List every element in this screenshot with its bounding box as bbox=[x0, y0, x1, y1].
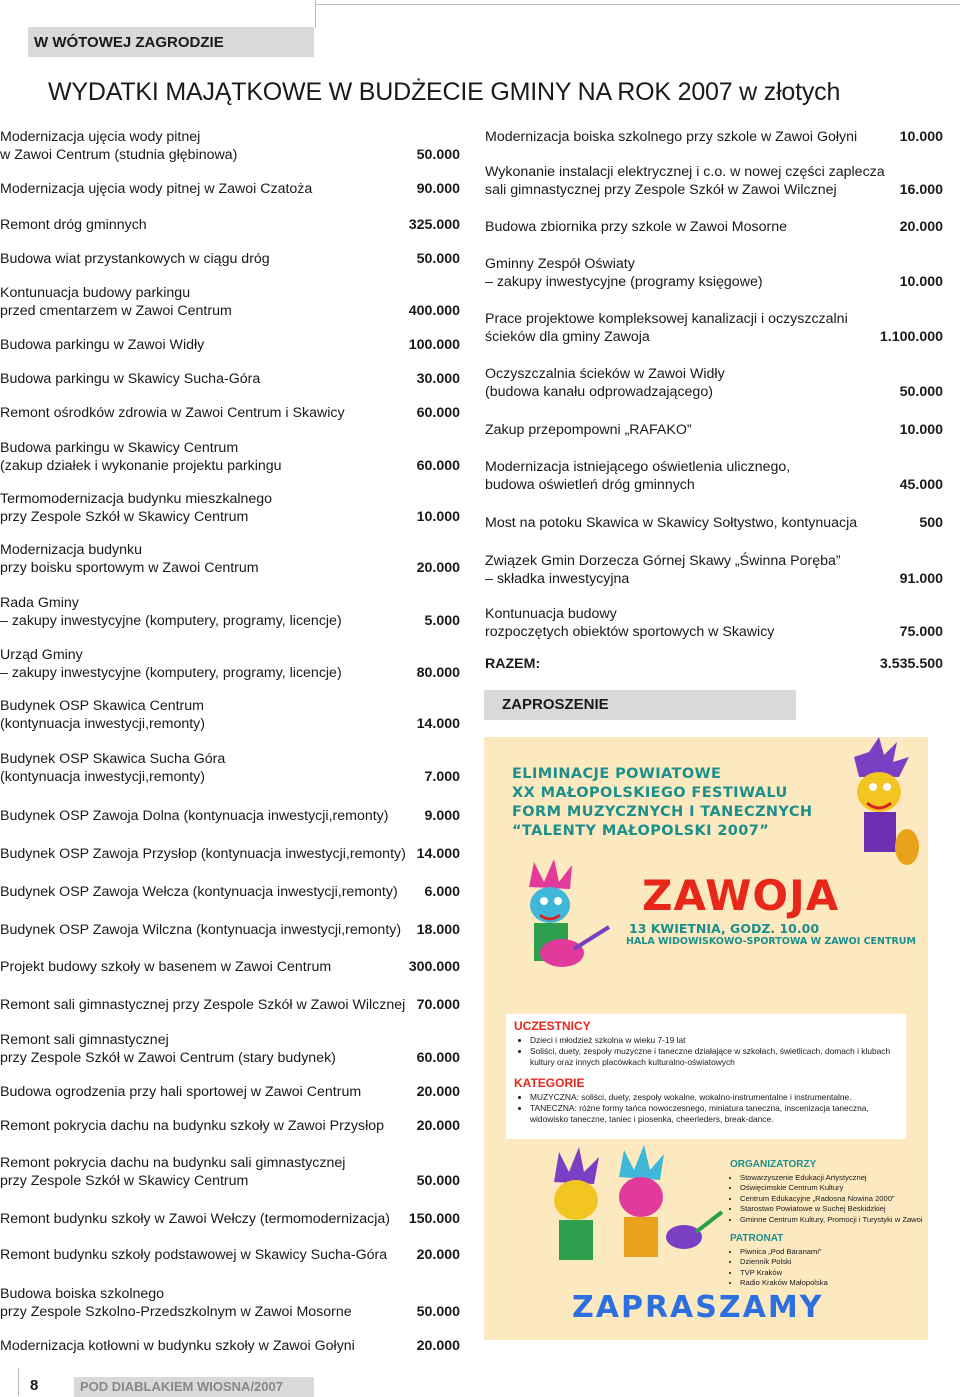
expense-label: Związek Gmin Dorzecza Górnej Skawy „Świnna Poręba” bbox=[485, 553, 841, 569]
expense-item bbox=[0, 336, 460, 354]
expense-label: Modernizacja ujęcia wody pitnej w Zawoi Czatoża bbox=[0, 181, 313, 197]
poster-town: ZAWOJA bbox=[642, 871, 840, 920]
organizers-list bbox=[730, 1173, 923, 1225]
expense-label: Budynek OSP Zawoja Przysłop (kontynuacja inwestycji,remonty) bbox=[0, 846, 406, 862]
expense-label: przy Zespole Szkół w Skawicy Centrum bbox=[0, 1173, 249, 1189]
expense-label: rozpoczętych obiektów sportowych w Skawicy bbox=[485, 624, 775, 640]
expense-label: (budowa kanału odprowadzającego) bbox=[485, 384, 713, 400]
expense-value: 50.000 bbox=[416, 251, 460, 267]
invite-heading: ZAPROSZENIE bbox=[484, 690, 796, 720]
expense-label: Urząd Gminy bbox=[0, 647, 83, 663]
expense-value: 80.000 bbox=[416, 665, 460, 681]
expense-label: Kontunuacja budowy bbox=[485, 606, 617, 622]
expense-label: Projekt budowy szkoły w basenem w Zawoi Centrum bbox=[0, 959, 332, 975]
expense-item bbox=[0, 958, 460, 976]
expense-label: przy boisku sportowym w Zawoi Centrum bbox=[0, 560, 259, 576]
expense-value: 60.000 bbox=[416, 1050, 460, 1066]
expense-label: Most na potoku Skawica w Skawicy Sołtystwo, kontynuacja bbox=[485, 515, 858, 531]
expense-label: Modernizacja boiska szkolnego przy szkole w Zawoi Gołyni bbox=[485, 129, 858, 145]
expense-value: 14.000 bbox=[416, 716, 460, 732]
expense-label: ścieków dla gminy Zawoja bbox=[485, 329, 650, 345]
festival-poster bbox=[484, 737, 928, 1340]
participants-list bbox=[518, 1035, 906, 1068]
expense-value: 45.000 bbox=[899, 477, 943, 493]
expense-label: w Zawoi Centrum (studnia głębinowa) bbox=[0, 147, 238, 163]
expense-value: 16.000 bbox=[899, 182, 943, 198]
expense-item bbox=[0, 750, 460, 786]
expense-label: Budowa ogrodzenia przy hali sportowej w Zawoi Centrum bbox=[0, 1084, 362, 1100]
poster-title-line: FORM MUZYCZNYCH I TANECZNYCH bbox=[512, 804, 813, 820]
expense-label: Budowa parkingu w Skawicy Centrum bbox=[0, 440, 239, 456]
expense-label: (zakup działek i wykonanie projektu parkingu bbox=[0, 458, 282, 474]
expense-item bbox=[0, 807, 460, 825]
expense-value: 60.000 bbox=[416, 405, 460, 421]
list-item: • Gminne Centrum Kultury, Promocji i Turystyki w Zawoi bbox=[740, 1215, 923, 1225]
expense-label: (kontynuacja inwestycji,remonty) bbox=[0, 769, 206, 785]
top-rule-vertical bbox=[315, 0, 316, 28]
expense-label: Remont budynku szkoły w Zawoi Wełczy (termomodernizacja) bbox=[0, 1211, 391, 1227]
expense-label: Budynek OSP Zawoja Wełcza (kontynuacja inwestycji,remonty) bbox=[0, 884, 398, 900]
list-item: • Starostwo Powiatowe w Suchej Beskidzkiej bbox=[740, 1204, 923, 1214]
expense-item bbox=[0, 128, 460, 164]
expense-label: Budynek OSP Skawica Sucha Góra bbox=[0, 751, 226, 767]
expense-value: 70.000 bbox=[416, 997, 460, 1013]
expense-item bbox=[485, 218, 943, 236]
patrons-title: PATRONAT bbox=[730, 1233, 784, 1244]
expense-item bbox=[485, 421, 943, 439]
expense-label: Kontunuacja budowy parkingu bbox=[0, 285, 191, 301]
expense-item bbox=[485, 128, 943, 146]
expense-item bbox=[0, 646, 460, 682]
list-item: • TANECZNA: różne formy tańca nowoczesnego, miniatura taneczna, inscenizacja taneczna, widowisko taneczne, taniec i piosenka, cheerleders, break-dance. bbox=[530, 1103, 906, 1125]
expense-value: 20.000 bbox=[416, 1338, 460, 1354]
list-item: • Centrum Edukacyjne „Radosna Nowina 2000” bbox=[740, 1194, 923, 1204]
expense-value: 20.000 bbox=[416, 1247, 460, 1263]
list-item: • Dzieci i młodzież szkolna w wieku 7-19 lat bbox=[530, 1035, 906, 1046]
expense-label: Budowa zbiornika przy szkole w Zawoi Mosorne bbox=[485, 219, 788, 235]
expense-item bbox=[485, 605, 943, 641]
expense-value: 100.000 bbox=[408, 337, 460, 353]
expense-label: Budynek OSP Skawica Centrum bbox=[0, 698, 204, 714]
total-value: 3.535.500 bbox=[879, 656, 943, 672]
expense-label: Remont sali gimnastycznej bbox=[0, 1032, 169, 1048]
expense-value: 10.000 bbox=[899, 274, 943, 290]
expense-label: sali gimnastycznej przy Zespole Szkół w Zawoi Wilcznej bbox=[485, 182, 837, 198]
expense-value: 50.000 bbox=[416, 1304, 460, 1320]
expense-label: przed cmentarzem w Zawoi Centrum bbox=[0, 303, 232, 319]
musician-figure-icon bbox=[829, 737, 928, 877]
expense-item bbox=[0, 404, 460, 422]
guitarist-figure-icon bbox=[504, 857, 614, 997]
expense-label: Budowa wiat przystankowych w ciągu dróg bbox=[0, 251, 270, 267]
expense-item bbox=[485, 255, 943, 291]
expense-label: – zakupy inwestycyjne (komputery, programy, licencje) bbox=[0, 613, 342, 629]
expense-item bbox=[0, 250, 460, 268]
expense-value: 400.000 bbox=[408, 303, 460, 319]
poster-date: 13 KWIETNIA, GODZ. 10.00 bbox=[629, 921, 820, 936]
list-item: • Dziennik Polski bbox=[740, 1257, 828, 1267]
expense-item bbox=[0, 541, 460, 577]
expense-item bbox=[0, 594, 460, 630]
poster-place: HALA WIDOWISKOWO-SPORTOWA W ZAWOI CENTRUM bbox=[626, 936, 916, 947]
organizers-title: ORGANIZATORZY bbox=[730, 1159, 817, 1170]
expense-item bbox=[485, 310, 943, 346]
expense-label: Modernizacja istniejącego oświetlenia ulicznego, bbox=[485, 459, 791, 475]
poster-title-line: ELIMINACJE POWIATOWE bbox=[512, 766, 722, 782]
section-label: W WÓTOWEJ ZAGRODZIE bbox=[28, 27, 314, 57]
expense-label: Termomodernizacja budynku mieszkalnego bbox=[0, 491, 273, 507]
expense-item bbox=[0, 1154, 460, 1190]
expense-value: 50.000 bbox=[416, 1173, 460, 1189]
expense-label: Budowa parkingu w Skawicy Sucha-Góra bbox=[0, 371, 261, 387]
expense-item bbox=[0, 1337, 460, 1355]
expense-value: 6.000 bbox=[424, 884, 460, 900]
expense-label: przy Zespole Szkół w Skawicy Centrum bbox=[0, 509, 249, 525]
expense-value: 10.000 bbox=[416, 509, 460, 525]
total-label: RAZEM: bbox=[485, 656, 541, 672]
expense-value: 90.000 bbox=[416, 181, 460, 197]
expense-value: 325.000 bbox=[408, 217, 460, 233]
expense-label: przy Zespole Szkolno-Przedszkolnym w Zawoi Mosorne bbox=[0, 1304, 352, 1320]
list-item: • Soliści, duety, zespoły muzyczne i taneczne działające w szkołach, świetlicach, domach i klubach kultury oraz innych placówkach kulturalno-oświatowych bbox=[530, 1046, 906, 1068]
expense-item bbox=[0, 1083, 460, 1101]
expense-label: Modernizacja ujęcia wody pitnej bbox=[0, 129, 201, 145]
expense-item bbox=[0, 1285, 460, 1321]
expense-item bbox=[485, 552, 943, 588]
expense-value: 50.000 bbox=[416, 147, 460, 163]
expense-value: 10.000 bbox=[899, 129, 943, 145]
expense-value: 75.000 bbox=[899, 624, 943, 640]
expense-label: Budynek OSP Zawoja Dolna (kontynuacja inwestycji,remonty) bbox=[0, 808, 389, 824]
total-row bbox=[485, 656, 943, 672]
expense-item bbox=[0, 490, 460, 526]
expense-item bbox=[0, 216, 460, 234]
expense-item bbox=[0, 180, 460, 198]
expense-value: 9.000 bbox=[424, 808, 460, 824]
list-item: • Oświęcimskie Centrum Kultury bbox=[740, 1183, 923, 1193]
list-item: • Radio Kraków Małopolska bbox=[740, 1278, 828, 1288]
expense-item bbox=[0, 1117, 460, 1135]
expense-label: Remont pokrycia dachu na budynku szkoły w Zawoi Przysłop bbox=[0, 1118, 385, 1134]
page-number: 8 bbox=[30, 1377, 39, 1394]
expense-label: – składka inwestycyjna bbox=[485, 571, 630, 587]
expense-label: Gminny Zespół Oświaty bbox=[485, 256, 635, 272]
list-item: • Stowarzyszenie Edukacji Artystycznej bbox=[740, 1173, 923, 1183]
expense-value: 10.000 bbox=[899, 422, 943, 438]
expense-value: 60.000 bbox=[416, 458, 460, 474]
footer-rule bbox=[18, 1368, 19, 1396]
expense-value: 150.000 bbox=[408, 1211, 460, 1227]
top-rule bbox=[315, 4, 960, 5]
expense-item bbox=[0, 996, 460, 1014]
expense-item bbox=[0, 697, 460, 733]
expense-label: (kontynuacja inwestycji,remonty) bbox=[0, 716, 206, 732]
expense-value: 300.000 bbox=[408, 959, 460, 975]
expense-label: Rada Gminy bbox=[0, 595, 79, 611]
expense-item bbox=[0, 845, 460, 863]
expense-label: Modernizacja budynku bbox=[0, 542, 142, 558]
expense-item bbox=[0, 1210, 460, 1228]
expense-item bbox=[485, 365, 943, 401]
expense-item bbox=[485, 458, 943, 494]
list-item: • Piwnica „Pod Baranami” bbox=[740, 1247, 828, 1257]
patrons-list bbox=[730, 1247, 828, 1289]
expense-item bbox=[0, 284, 460, 320]
expense-value: 91.000 bbox=[899, 571, 943, 587]
participants-title: UCZESTNICY bbox=[514, 1019, 591, 1033]
expense-value: 30.000 bbox=[416, 371, 460, 387]
expense-item bbox=[0, 1246, 460, 1264]
expense-label: – zakupy inwestycyjne (komputery, programy, licencje) bbox=[0, 665, 342, 681]
poster-title-line: “TALENTY MAŁOPOLSKI 2007” bbox=[512, 823, 770, 839]
expense-label: Modernizacja kotłowni w budynku szkoły w Zawoi Gołyni bbox=[0, 1338, 355, 1354]
expense-label: Budowa parkingu w Zawoi Widły bbox=[0, 337, 205, 353]
expense-item bbox=[0, 883, 460, 901]
expense-item bbox=[0, 439, 460, 475]
expense-value: 50.000 bbox=[899, 384, 943, 400]
expense-label: Budynek OSP Zawoja Wilczna (kontynuacja inwestycji,remonty) bbox=[0, 922, 402, 938]
expense-item bbox=[485, 514, 943, 532]
publication-name: POD DIABLAKIEM WIOSNA/2007 bbox=[74, 1377, 314, 1397]
expense-value: 20.000 bbox=[899, 219, 943, 235]
expense-label: Remont sali gimnastycznej przy Zespole Szkół w Zawoi Wilcznej bbox=[0, 997, 406, 1013]
expense-label: Oczyszczalnia ścieków w Zawoi Widły bbox=[485, 366, 725, 382]
expense-label: Wykonanie instalacji elektrycznej i c.o. w nowej części zaplecza bbox=[485, 164, 885, 180]
poster-title-line: XX MAŁOPOLSKIEGO FESTIWALU bbox=[512, 785, 788, 801]
expense-item bbox=[0, 370, 460, 388]
expense-item bbox=[0, 921, 460, 939]
expense-value: 500 bbox=[919, 515, 943, 531]
expense-value: 20.000 bbox=[416, 1118, 460, 1134]
expense-value: 5.000 bbox=[424, 613, 460, 629]
expense-label: – zakupy inwestycyjne (programy księgowe) bbox=[485, 274, 763, 290]
poster-closing: ZAPRASZAMY bbox=[572, 1290, 824, 1325]
categories-list bbox=[518, 1092, 906, 1125]
list-item: • MUZYCZNA: soliści, duety, zespoły wokalne, wokalno-instrumentalne i instrumentalne. bbox=[530, 1092, 906, 1103]
participants-box bbox=[506, 1014, 906, 1139]
list-item: • TVP Kraków bbox=[740, 1268, 828, 1278]
expense-value: 18.000 bbox=[416, 922, 460, 938]
expense-item bbox=[0, 1031, 460, 1067]
expense-label: przy Zespole Szkół w Zawoi Centrum (stary budynek) bbox=[0, 1050, 336, 1066]
categories-title: KATEGORIE bbox=[514, 1076, 585, 1090]
expense-value: 20.000 bbox=[416, 560, 460, 576]
expense-label: Prace projektowe kompleksowej kanalizacji i oczyszczalni bbox=[485, 311, 848, 327]
expense-value: 20.000 bbox=[416, 1084, 460, 1100]
page-title: WYDATKI MAJĄTKOWE W BUDŻECIE GMINY NA ROK 2007 w złotych bbox=[48, 78, 841, 106]
expense-label: budowa oświetleń dróg gminnych bbox=[485, 477, 695, 493]
expense-item bbox=[485, 163, 943, 199]
expense-label: Remont dróg gminnych bbox=[0, 217, 147, 233]
expense-label: Remont pokrycia dachu na budynku sali gimnastycznej bbox=[0, 1155, 346, 1171]
expense-label: Zakup przepompowni „RAFAKO” bbox=[485, 422, 692, 438]
expense-label: Remont ośrodków zdrowia w Zawoi Centrum i Skawicy bbox=[0, 405, 345, 421]
expense-value: 1.100.000 bbox=[879, 329, 943, 345]
band-illustration-icon bbox=[524, 1142, 724, 1282]
expense-value: 7.000 bbox=[424, 769, 460, 785]
expense-label: Budowa boiska szkolnego bbox=[0, 1286, 165, 1302]
expense-value: 14.000 bbox=[416, 846, 460, 862]
expense-label: Remont budynku szkoły podstawowej w Skawicy Sucha-Góra bbox=[0, 1247, 388, 1263]
